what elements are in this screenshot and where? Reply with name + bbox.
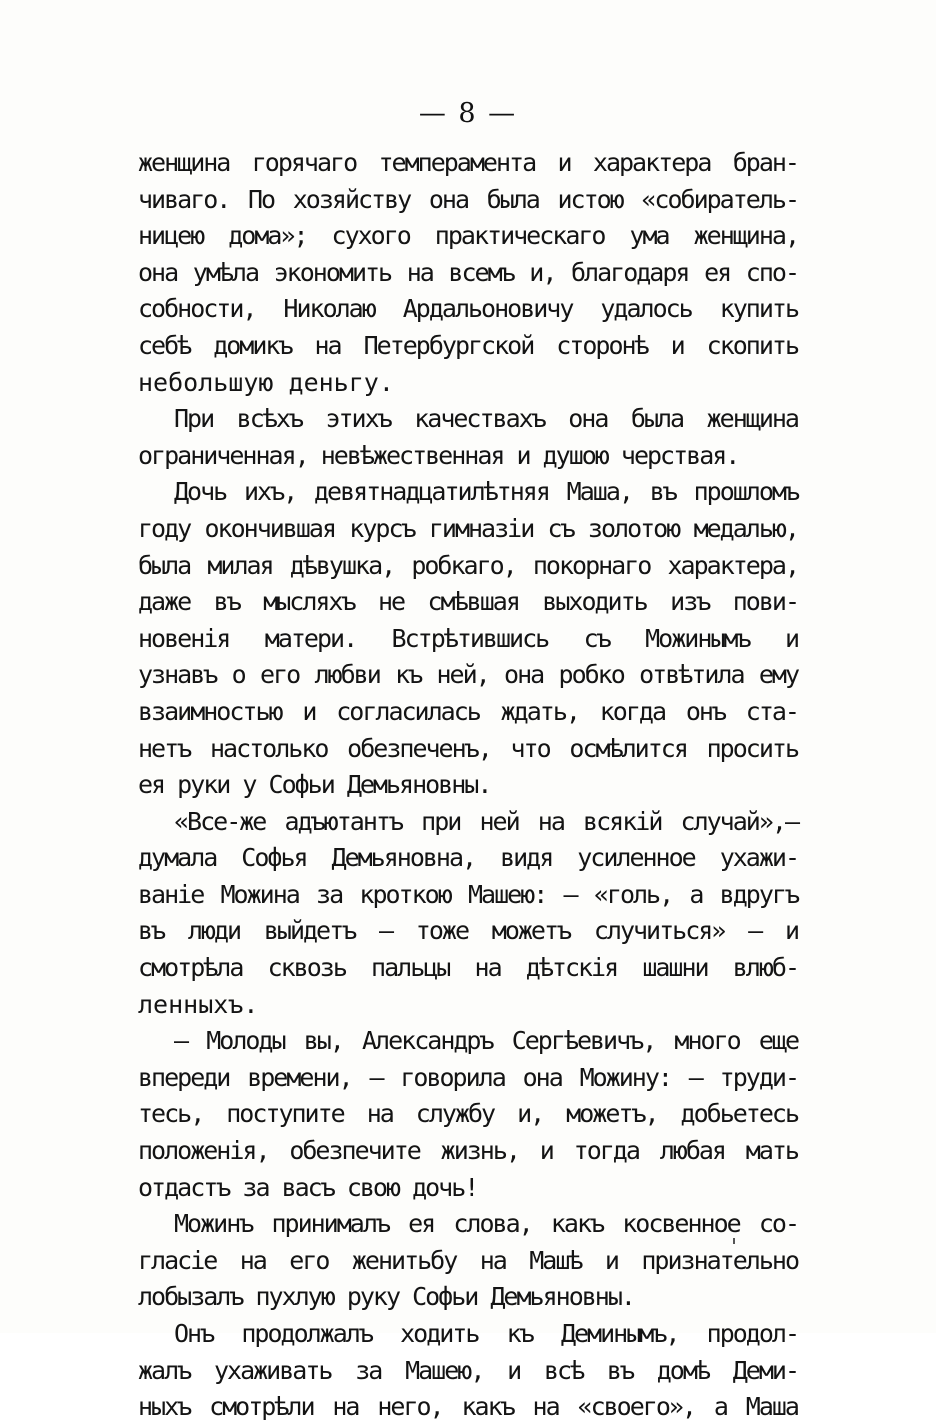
text-line: небольшую деньгу.: [138, 367, 394, 397]
text-line: думала Софья Демьяновна, видя усиленное ухажи-: [138, 843, 798, 873]
text-line: собности, Николаю Ардальоновичу удалось купить: [138, 294, 798, 324]
text-line: ныхъ смотрѣли на него, какъ на «своего», а Маша: [138, 1392, 798, 1422]
text-line: жалъ ухаживать за Машею, и всѣ въ домѣ Деми-: [138, 1355, 798, 1385]
text-line: чиваго. По хозяйству она была истою «собиратель-: [138, 184, 798, 214]
body-text: [138, 145, 798, 1426]
text-line: Можинъ принималъ ея слова, какъ косвенное со-: [174, 1209, 798, 1239]
text-line: ограниченная, невѣжественная и душою черствая.: [138, 440, 739, 470]
text-line: Онъ продолжалъ ходить къ Деминымъ, продол-: [174, 1319, 798, 1348]
text-line: положенія, обезпечите жизнь, и тогда любая мать: [138, 1136, 798, 1166]
text-line: «Все-же адъютантъ при ней на всякій случай»,—: [174, 806, 798, 836]
text-line: ницею дома»; сухого практическаго ума женщина,: [138, 221, 798, 251]
text-line: въ люди выйдетъ — тоже можетъ случиться» — и: [138, 916, 798, 946]
text-line: взаимностью и согласилась ждать, когда онъ ста-: [138, 696, 798, 726]
text-line: узнавъ о его любви къ ней, она робко отвѣтила ему: [138, 660, 798, 690]
text-line: впереди времени, — говорила она Можину: — труди-: [138, 1062, 798, 1092]
text-line: гласіе на его женитьбу на Машѣ и признательно: [138, 1245, 798, 1275]
text-line: себѣ домикъ на Петербургской сторонѣ и скопить: [138, 330, 798, 360]
text-line: году окончившая курсъ гимназіи съ золотою медалью,: [138, 513, 798, 543]
text-line: лобызалъ пухлую руку Софьи Демьяновны.: [138, 1282, 634, 1312]
text-line: ваніе Можина за кроткою Машею: — «голь, а вдругъ: [138, 879, 798, 909]
text-line: Дочь ихъ, девятнадцатилѣтняя Маша, въ прошломъ: [174, 477, 798, 507]
text-line: ленныхъ.: [138, 989, 259, 1019]
text-line: смотрѣла сквозь пальцы на дѣтскія шашни влюб-: [138, 953, 798, 983]
print-speck: [733, 1238, 735, 1244]
page-number: — 8 —: [418, 98, 518, 129]
text-line: она умѣла экономить на всемъ и, благодаря ея спо-: [138, 257, 798, 287]
text-line: отдастъ за васъ свою дочь!: [138, 1172, 478, 1202]
text-line: была милая дѣвушка, робкаго, покорнаго характера,: [138, 550, 798, 580]
text-line: нетъ настолько обезпеченъ, что осмѣлится просить: [138, 733, 798, 763]
text-line: ея руки у Софьи Демьяновны.: [138, 770, 491, 800]
text-line: — Молоды вы, Александръ Сергѣевичъ, много еще: [174, 1026, 798, 1056]
text-line: новенія матери. Встрѣтившись съ Можинымъ и: [138, 623, 798, 653]
text-line: даже въ мысляхъ не смѣвшая выходить изъ пови-: [138, 587, 798, 617]
text-line: При всѣхъ этихъ качествахъ она была женщина: [174, 404, 798, 434]
text-line: тесь, поступите на службу и, можетъ, добьетесь: [138, 1099, 798, 1129]
text-line: женщина горячаго темперамента и характера бран-: [138, 148, 798, 177]
